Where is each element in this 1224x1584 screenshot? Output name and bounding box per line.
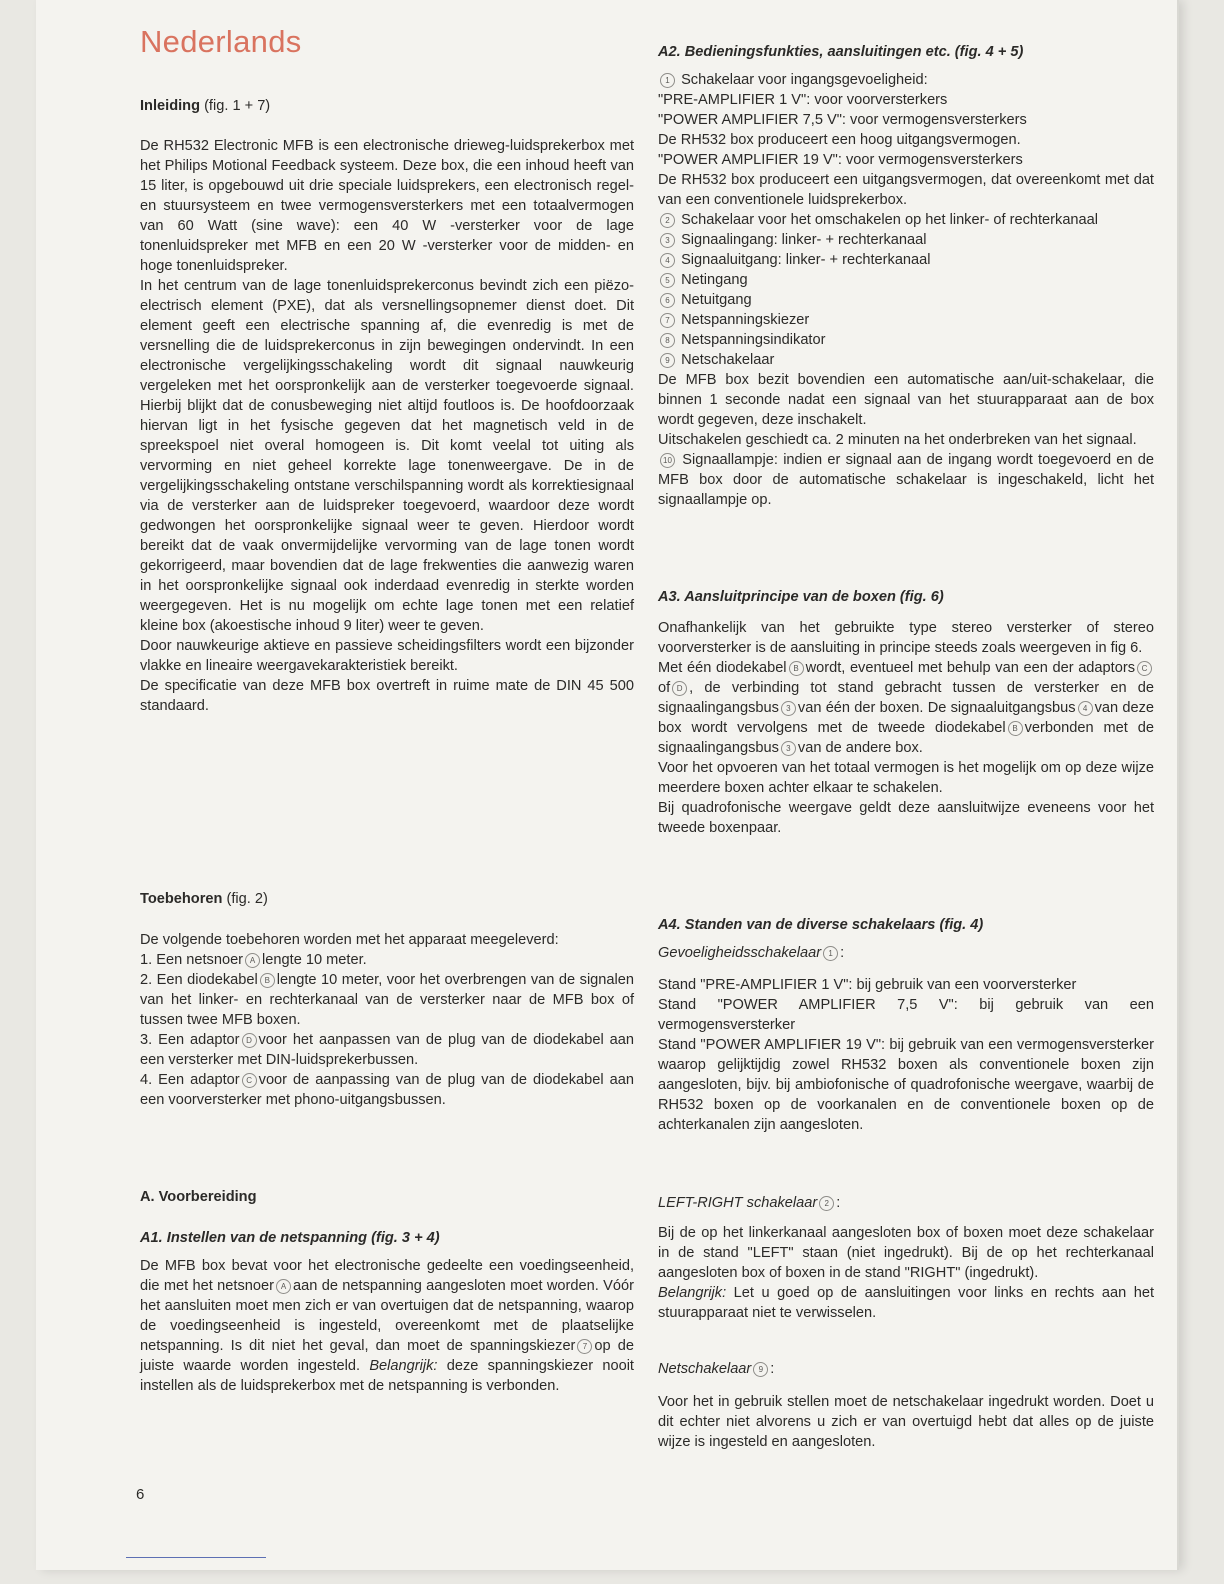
marker-10-icon: 10 xyxy=(660,453,675,468)
left-right-paragraph: Bij de op het linkerkanaal aangesloten box of boxen moet deze schakelaar in de stand "LEFT" staan (niet ingedrukt). Bij de op het rechterkanaal aangesloten box of boxen in de stand "RIGHT" (ingedrukt). xyxy=(658,1225,1154,1281)
intro-paragraph-1: De RH532 Electronic MFB is een electronische drieweg-luidsprekerbox met het Philips Motional Feedback systeem. Deze box, die een inhoud heeft van 15 liter, is opgebouwd uit drie speciale luidsprekers, een electronisch regel- en stuursysteem en twee vermogensversterkers met een totaalvermogen van 60 Watt (sine wave): een 40 W -versterker voor de lage tonenluidspreker met MFB en een 20 W -versterker voor de midden- en hoge tonenluidspreker. xyxy=(140,138,634,274)
a3-section xyxy=(658,587,1154,607)
marker-3-icon: 3 xyxy=(781,741,796,756)
marker-1-icon: 1 xyxy=(660,73,675,88)
a1-text xyxy=(140,1256,634,1396)
marker-4-icon: 4 xyxy=(660,253,675,268)
toebehoren-item-1: 1. Een netsnoer A lengte 10 meter. xyxy=(140,952,367,968)
a1-section xyxy=(140,1228,634,1248)
marker-c-icon: C xyxy=(242,1073,257,1088)
marker-2-icon: 2 xyxy=(819,1196,834,1211)
marker-7-icon: 7 xyxy=(577,1339,592,1354)
a2-item-6: 6 Netuitgang xyxy=(658,290,1154,310)
marker-9-icon: 9 xyxy=(753,1362,768,1377)
marker-b-icon: B xyxy=(789,661,804,676)
a2-item-1-pow75: "POWER AMPLIFIER 7,5 V": voor vermogensversterkers xyxy=(658,112,1027,128)
a2-item-9: 9 Netschakelaar xyxy=(658,350,1154,370)
a2-item-1-pow19-desc: De RH532 box produceert een uitgangsvermogen, dat overeenkomt met dat van een conventionele luidsprekerbox. xyxy=(658,172,1154,208)
marker-6-icon: 6 xyxy=(660,293,675,308)
a2-list xyxy=(658,70,1154,510)
marker-5-icon: 5 xyxy=(660,273,675,288)
marker-3-icon: 3 xyxy=(660,233,675,248)
toebehoren-item-3: 3. Een adaptor D voor het aanpassen van de plug van de diodekabel aan een versterker met DIN-luidsprekerbussen. xyxy=(140,1032,634,1068)
a3-paragraph-1: Onafhankelijk van het gebruikte type stereo versterker of stereo voorversterker is de aansluiting in principe steeds zoals weergeven in fig 6. xyxy=(658,620,1154,656)
a1-paragraph: De MFB box bevat voor het electronische gedeelte een voedingseenheid, die met het netsnoer A aan de netspanning aangesloten moet worden. Vóór het aansluiten moet men zich er van overtuigen dat de netspanning, waarop de voedingseenheid is ingesteld, overeenkomt met de plaatselijke netspanning. Is dit niet het geval, dan moet de spanningskiezer 7 op de juiste waarde worden ingesteld. Belangrijk: deze spanningskiezer nooit instellen als de luidsprekerbox met de netspanning is verbonden. xyxy=(140,1258,634,1394)
intro-paragraph-2: In het centrum van de lage tonenluidsprekerconus bevindt zich een piëzo-electrisch element (PXE), dat als versnellingsopnemer dienst doet. Dit element geeft een electrische spanning af, die evenredig is met de versnelling die de luidsprekerconus in zijn bewegingen ondervindt. In een electronische vergelijkingsschakeling wordt dit signaal nauwkeurig vergeleken met het oorspronkelijk aan de versterker toegevoerde signaal. Hierbij blijkt dat de conusbeweging niet altijd foutloos is. De hoofdoorzaak hiervan ligt in het fysische gegeven dat het magnetisch veld in de spreekspoel niet overal homogeen is. Dit komt veelal tot uiting als vervorming en niet geheel korrekte lage tonenweergave. De in de vergelijkingsschakeling ontstane verschilspanning wordt als korrektiesignaal via de versterker aan de luidspreker toegevoerd, waardoor deze wordt gedwongen het oorspronkelijke signaal weer te geven. Hierdoor wordt bereikt dat de vaak onvermijdelijke vervorming van de lage tonen wordt gekorrigeerd, maar bovendien dat de lage frekwenties die aanwezig waren in het oorspronkelijke signaal ook inderdaad evenredig in sterkte worden weergegeven. Het is nu mogelijk om echte lage tonen met een relatief kleine box (akoestische inhoud 9 liter) weer te geven. xyxy=(140,278,634,634)
toebehoren-heading: Toebehoren (fig. 2) xyxy=(140,891,268,907)
a2-item-1-pow19: "POWER AMPLIFIER 19 V": voor vermogensversterkers xyxy=(658,152,1023,168)
a2-item-5: 5 Netingang xyxy=(658,270,1154,290)
marker-b-icon: B xyxy=(260,973,275,988)
document-page xyxy=(36,0,1177,1570)
marker-c-icon: C xyxy=(1137,661,1152,676)
marker-d-icon: D xyxy=(672,681,687,696)
netschakelaar-text xyxy=(658,1392,1154,1452)
a2-heading: A2. Bedieningsfunkties, aansluitingen etc. (fig. 4 + 5) xyxy=(658,44,1024,60)
a2-item-8: 8 Netspanningsindikator xyxy=(658,330,1154,350)
page-number: 6 xyxy=(136,1486,145,1503)
left-right-heading: LEFT-RIGHT schakelaar 2 : xyxy=(658,1195,841,1211)
a3-paragraph-2: Met één diodekabel B wordt, eventueel met behulp van een der adaptors Cof D , de verbinding tot stand gebracht tussen de versterker en de signaalingangsbus 3 van één der boxen. De signaaluitgangsbus 4 van deze box wordt vervolgens met de tweede diodekabel B verbonden met de signaalingangsbus 3 van de andere box. xyxy=(658,660,1155,756)
intro-paragraph-3: Door nauwkeurige aktieve en passieve scheidingsfilters wordt een bijzonder vlakke en lineaire weergavekarakteristiek bereikt. xyxy=(140,638,634,674)
voorbereiding-heading: A. Voorbereiding xyxy=(140,1189,257,1205)
marker-4-icon: 4 xyxy=(1078,701,1093,716)
netschakelaar-paragraph: Voor het in gebruik stellen moet de netschakelaar ingedrukt worden. Doet u dit echter niet alvorens u zich er van overtuigd hebt dat alles op de juiste wijze is ingesteld en aangesloten. xyxy=(658,1394,1154,1450)
a4-text xyxy=(658,975,1154,1135)
left-right-important: Belangrijk: Let u goed op de aansluitingen voor links en rechts aan het stuurapparaat niet te verwisselen. xyxy=(658,1285,1154,1321)
marker-d-icon: D xyxy=(242,1033,257,1048)
a2-item-10: 10 Signaallampje: indien er signaal aan de ingang wordt toegevoerd en de MFB box door de automatische schakelaar is ingeschakeld, licht het signaallampje op. xyxy=(658,452,1154,508)
marker-1-icon: 1 xyxy=(823,946,838,961)
marker-b-icon: B xyxy=(1008,721,1023,736)
a2-item-1: 1 Schakelaar voor ingangsgevoeligheid: xyxy=(658,70,1154,90)
marker-a-icon: A xyxy=(276,1279,291,1294)
a4-heading: A4. Standen van de diverse schakelaars (fig. 4) xyxy=(658,917,984,933)
a3-heading: A3. Aansluitprincipe van de boxen (fig. 6) xyxy=(658,589,944,605)
a2-item-4: 4 Signaaluitgang: linker- + rechterkanaal xyxy=(658,250,1154,270)
a4-section xyxy=(658,915,1154,935)
toebehoren-list xyxy=(140,930,634,1110)
inleiding-heading: Inleiding (fig. 1 + 7) xyxy=(140,98,271,114)
toebehoren-item-4: 4. Een adaptor C voor de aanpassing van de plug van de diodekabel aan een voorversterker met phono-uitgangsbussen. xyxy=(140,1072,634,1108)
footer-link-line xyxy=(126,1557,266,1558)
toebehoren-intro: De volgende toebehoren worden met het apparaat meegeleverd: xyxy=(140,932,559,948)
a4-stand-3: Stand "POWER AMPLIFIER 19 V": bij gebruik van een vermogensversterker waarop gelijktijdig zowel RH532 boxen als conventionele boxen zijn aangesloten, bijv. bij ambiofonische of quadrofonische weergave, waarbij de RH532 boxen op de voorkanalen en de conventionele boxen op de achterkanalen zijn aangesloten. xyxy=(658,1037,1154,1133)
marker-3-icon: 3 xyxy=(781,701,796,716)
a4-sensitivity-heading: Gevoeligheidsschakelaar 1 : xyxy=(658,945,845,961)
a3-paragraph-4: Bij quadrofonische weergave geldt deze aansluitwijze eveneens voor het tweede boxenpaar. xyxy=(658,800,1154,836)
inleiding-section xyxy=(140,96,634,116)
marker-7-icon: 7 xyxy=(660,313,675,328)
toebehoren-item-2: 2. Een diodekabel B lengte 10 meter, voor het overbrengen van de signalen van het linker- en rechterkanaal van de versterker naar de MFB box of tussen twee MFB boxen. xyxy=(140,972,635,1028)
voorbereiding-section xyxy=(140,1187,634,1207)
a1-heading: A1. Instellen van de netspanning (fig. 3 + 4) xyxy=(140,1230,440,1246)
a2-item-2: 2 Schakelaar voor het omschakelen op het linker- of rechterkanaal xyxy=(658,210,1154,230)
language-title: Nederlands xyxy=(140,24,302,59)
left-right-text xyxy=(658,1223,1154,1323)
toebehoren-section xyxy=(140,889,634,909)
marker-2-icon: 2 xyxy=(660,213,675,228)
a2-item-3: 3 Signaalingang: linker- + rechterkanaal xyxy=(658,230,1154,250)
netschakelaar-heading: Netschakelaar 9 : xyxy=(658,1361,775,1377)
a2-item-7: 7 Netspanningskiezer xyxy=(658,310,1154,330)
intro-text xyxy=(140,136,634,716)
a2-item-1-pow75-desc: De RH532 box produceert een hoog uitgangsvermogen. xyxy=(658,132,1021,148)
a1-important-label: Belangrijk: xyxy=(369,1358,438,1374)
a4-stand-1: Stand "PRE-AMPLIFIER 1 V": bij gebruik van een voorversterker xyxy=(658,977,1077,993)
marker-9-icon: 9 xyxy=(660,353,675,368)
a2-switch-off: Uitschakelen geschiedt ca. 2 minuten na het onderbreken van het signaal. xyxy=(658,432,1137,448)
a2-section xyxy=(658,42,1154,62)
a4-stand-2: Stand "POWER AMPLIFIER 7,5 V": bij gebruik van een vermogensversterker xyxy=(658,997,1154,1033)
a2-auto-switch: De MFB box bezit bovendien een automatische aan/uit-schakelaar, die binnen 1 seconde nadat een signaal van het stuurapparaat aan de box wordt gegeven, deze inschakelt. xyxy=(658,372,1154,428)
marker-8-icon: 8 xyxy=(660,333,675,348)
a3-text xyxy=(658,618,1154,838)
a2-item-1-pre: "PRE-AMPLIFIER 1 V": voor voorversterkers xyxy=(658,92,948,108)
a3-paragraph-3: Voor het opvoeren van het totaal vermogen is het mogelijk om op deze wijze meerdere boxen achter elkaar te schakelen. xyxy=(658,760,1154,796)
intro-paragraph-4: De specificatie van deze MFB box overtreft in ruime mate de DIN 45 500 standaard. xyxy=(140,678,634,714)
marker-a-icon: A xyxy=(245,953,260,968)
